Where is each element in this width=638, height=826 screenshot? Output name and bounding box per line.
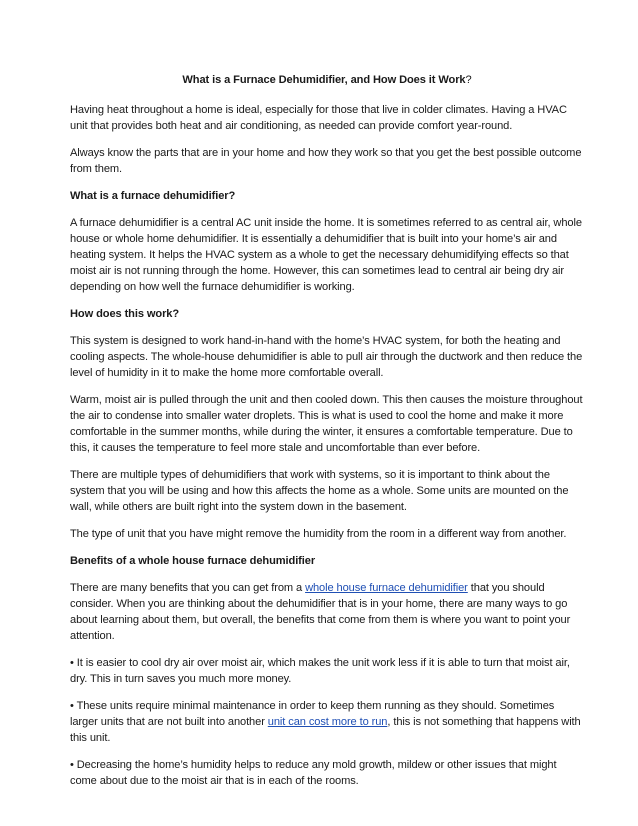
intro-paragraph: Having heat throughout a home is ideal, especially for those that live in colder climates. Having a HVAC unit that provides both heat and air conditioning, as needed can provide comfort year-round. xyxy=(70,104,567,132)
bullet-item: • It is easier to cool dry air over moist air, which makes the unit work less if it is able to turn that moist air, dry. This in turn saves you much more money. xyxy=(70,657,570,685)
page-title-question-mark: ? xyxy=(465,74,472,86)
body-paragraph: The type of unit that you have might remove the humidity from the room in a different way from another. xyxy=(70,528,567,540)
text-span: that you should consider. When you are thinking about the dehumidifier that is in your home, there are many ways to go about learning about them, but overall, the benefits that come from them is where you want to point your attention. xyxy=(70,582,571,642)
section-heading-benefits: Benefits of a whole house furnace dehumidifier xyxy=(70,555,316,567)
section-heading-what-is: What is a furnace dehumidifier? xyxy=(70,190,236,202)
text-span: • These units require minimal maintenance in order to keep them running as they should. Sometimes larger units that are not built into another xyxy=(70,700,555,728)
intro-paragraph: Always know the parts that are in your home and how they work so that you get the best possible outcome from them. xyxy=(70,147,582,175)
body-paragraph: There are multiple types of dehumidifiers that work with systems, so it is important to think about the system that you will be using and how this affects the home as a whole. Some units are mounted on the wall, while others are built right into the system down in the basement. xyxy=(70,469,569,513)
body-paragraph xyxy=(70,580,584,644)
bullet-item xyxy=(70,698,584,746)
bullet-item: • Decreasing the home’s humidity helps to reduce any mold growth, mildew or other issues that might come about due to the moist air that is in each of the rooms. xyxy=(70,759,557,787)
body-paragraph: A furnace dehumidifier is a central AC unit inside the home. It is sometimes referred to as central air, whole house or whole home dehumidifier. It is essentially a dehumidifier that is built into your home’s air and heating system. It helps the HVAC system as a whole to get the necessary dehumidifying effects so that moist air is not running through the home. However, this can sometimes lead to central air being dry air depending on how well the furnace dehumidifier is working. xyxy=(70,217,582,293)
body-paragraph: This system is designed to work hand-in-hand with the home’s HVAC system, for both the heating and cooling aspects. The whole-house dehumidifier is able to pull air through the ductwork and then reduce the level of humidity in it to make the home more comfortable overall. xyxy=(70,335,583,379)
page-title-text: What is a Furnace Dehumidifier, and How Does it Work xyxy=(182,74,466,86)
unit-cost-link[interactable]: unit can cost more to run xyxy=(267,716,388,728)
page-title xyxy=(70,72,584,88)
text-span: There are many benefits that you can get from a xyxy=(70,582,306,594)
whole-house-dehumidifier-link[interactable]: whole house furnace dehumidifier xyxy=(305,582,468,594)
section-heading-how-works: How does this work? xyxy=(70,308,180,320)
text-span: , this is not something that happens with this unit. xyxy=(70,716,581,744)
body-paragraph: Warm, moist air is pulled through the unit and then cooled down. This then causes the moisture throughout the air to condense into smaller water droplets. This is what is used to cool the home and make it more comfortable in the summer months, while during the winter, it ensures a comfortable temperature. Due to this, it causes the temperature to feel more stale and uncomfortable than ever before. xyxy=(70,394,583,454)
